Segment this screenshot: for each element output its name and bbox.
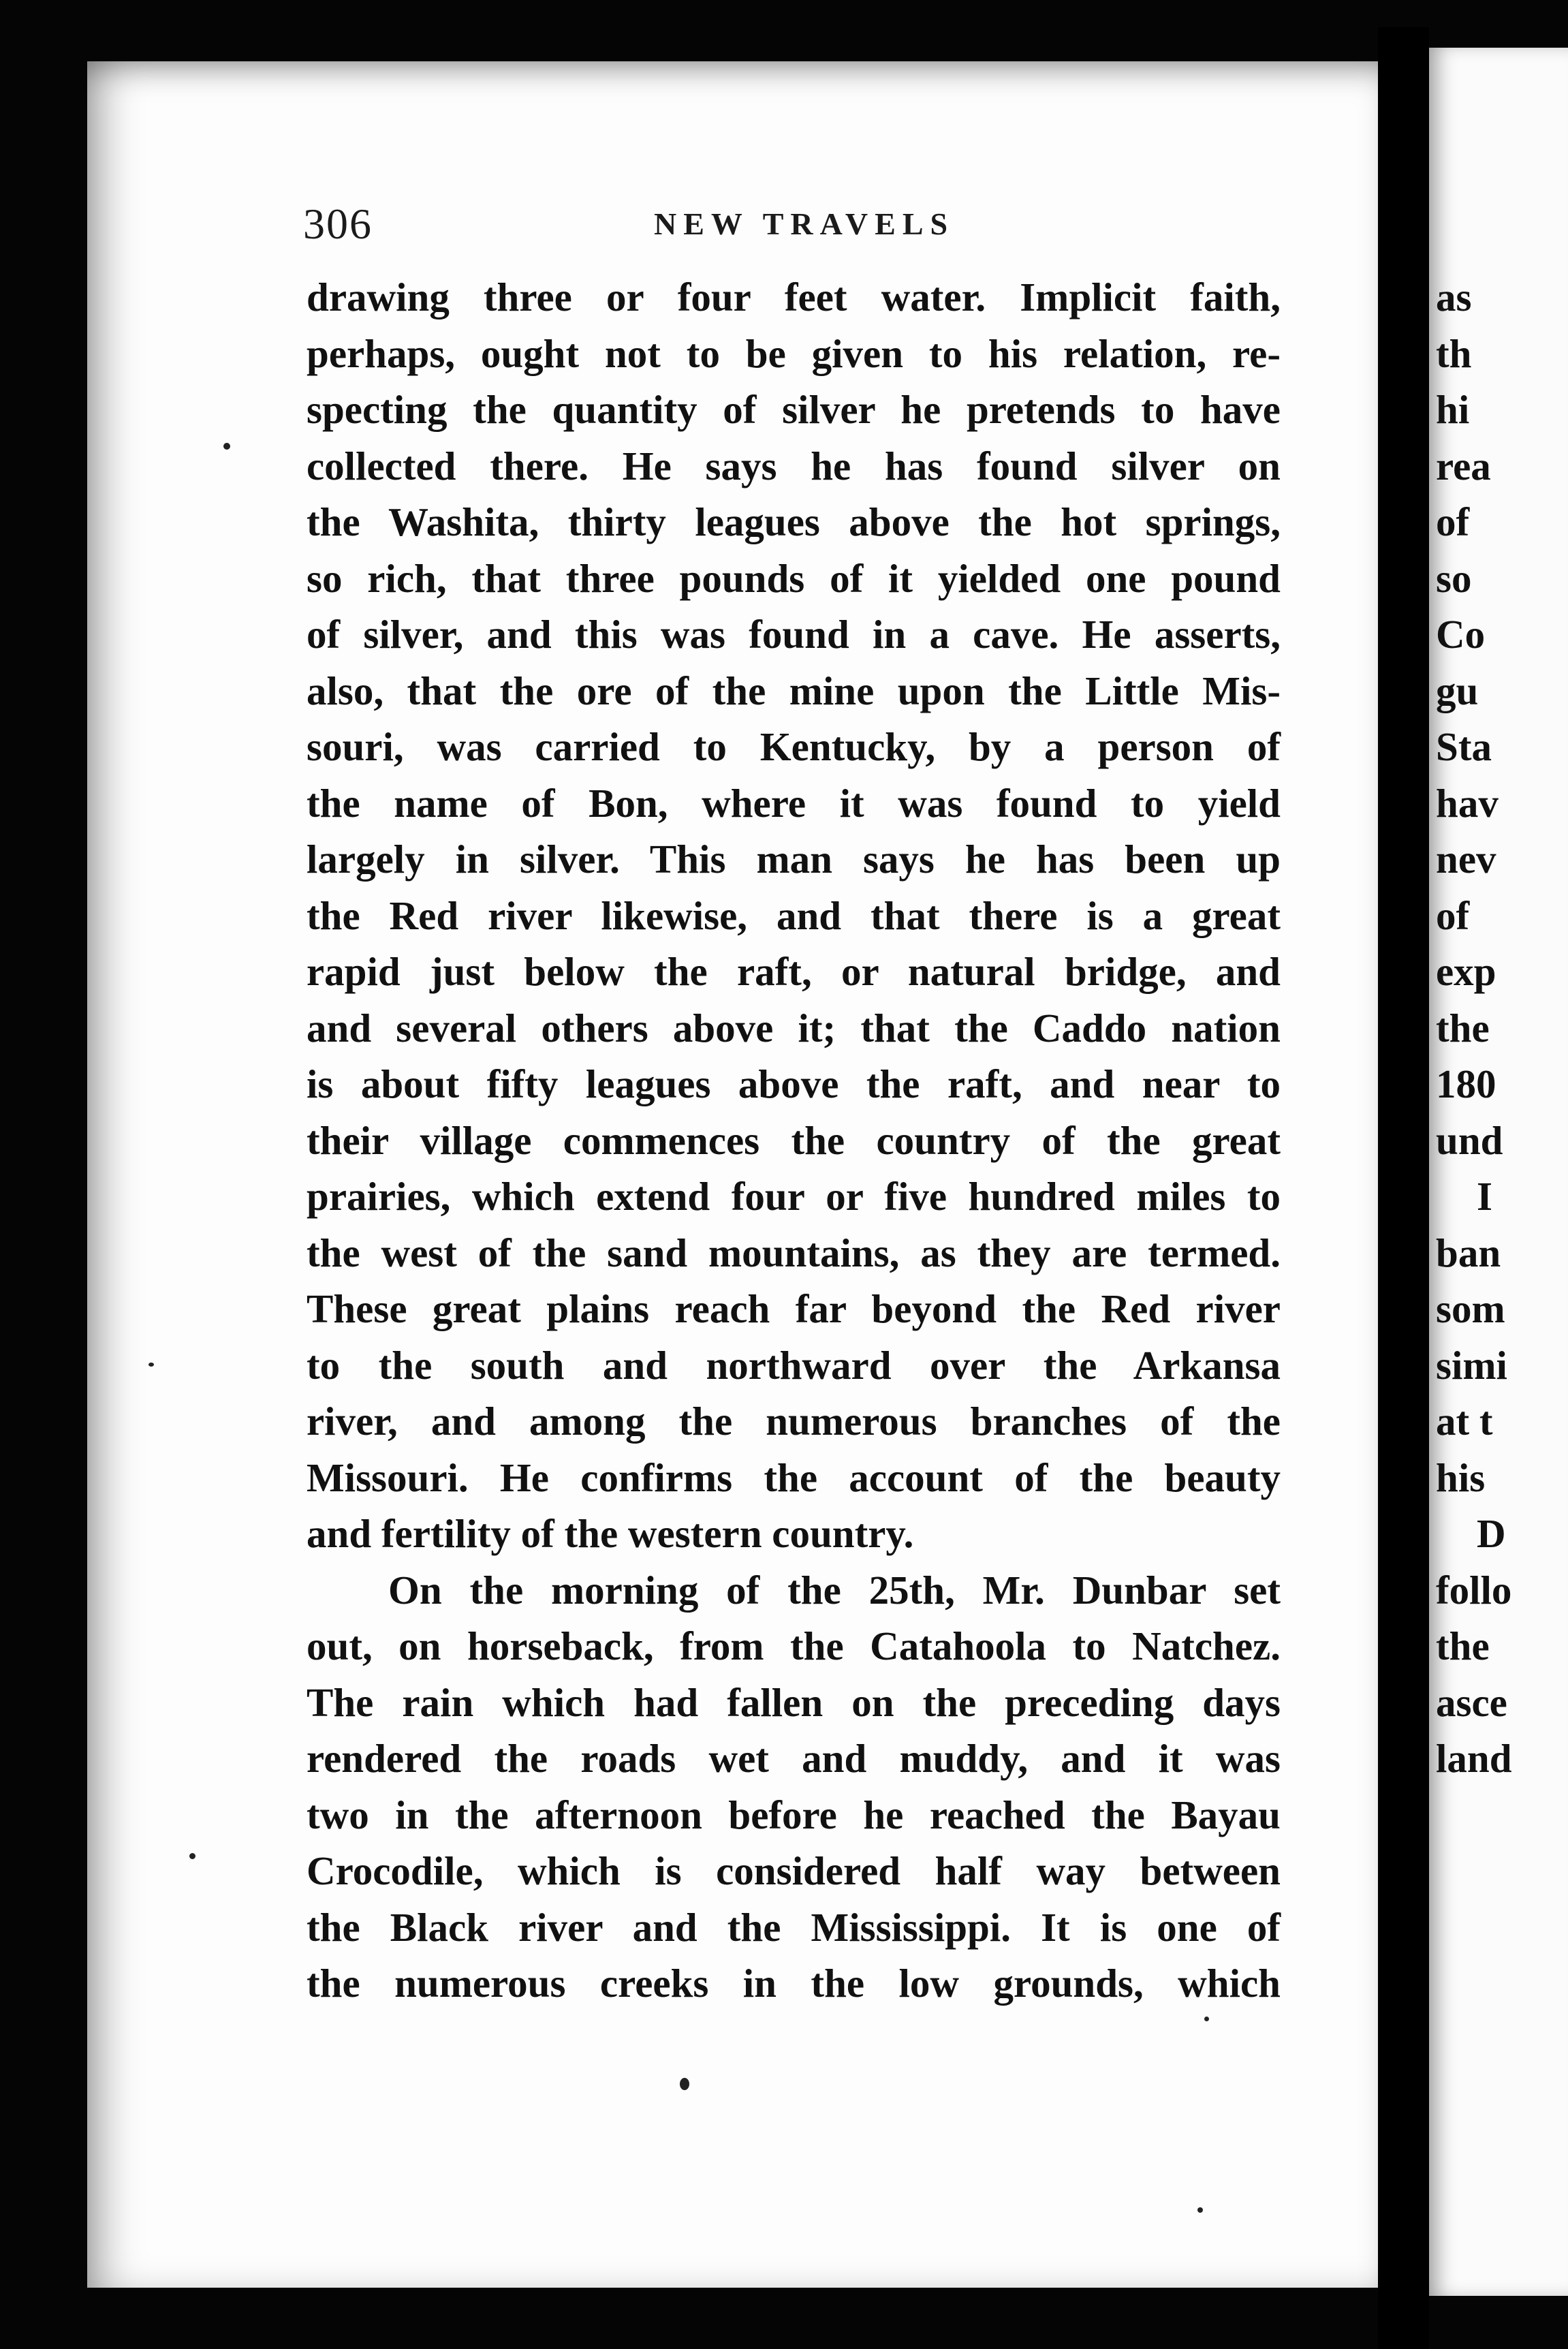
page-gutter [1378, 27, 1429, 2349]
text-line: so rich, that three pounds of it yielded one pound [307, 555, 1281, 601]
ink-speck [223, 443, 230, 450]
ink-speck [680, 2078, 689, 2090]
text-line: perhaps, ought not to be given to his relation, re- [307, 330, 1281, 376]
text-line: largely in silver. This man says he has been up [307, 837, 1281, 882]
fragment-line: 180 [1436, 1061, 1496, 1106]
page-number: 306 [303, 200, 373, 248]
running-head: NEW TRAVELS [654, 206, 955, 241]
paragraph-end-line: and fertility of the western country. [307, 1511, 914, 1556]
fragment-line: und [1436, 1117, 1503, 1163]
fragment-line: hav [1436, 780, 1499, 826]
text-line: also, that the ore of the mine upon the Little Mis- [307, 668, 1281, 713]
text-line: is about fifty leagues above the raft, and near to [307, 1061, 1281, 1106]
fragment-line: Co [1436, 612, 1486, 657]
ink-speck [189, 1853, 195, 1859]
fragment-line: follo [1436, 1567, 1512, 1613]
fragment-line: som [1436, 1286, 1505, 1331]
fragment-line: the [1436, 1623, 1490, 1668]
fragment-line: the [1436, 1005, 1490, 1051]
text-line: Missouri. He confirms the account of the beauty [307, 1454, 1281, 1500]
fragment-line: th [1436, 330, 1472, 376]
text-line: souri, was carried to Kentucky, by a person of [307, 724, 1281, 769]
ink-speck [1197, 2207, 1203, 2213]
text-line: rendered the roads wet and muddy, and it was [307, 1736, 1281, 1781]
text-line: These great plains reach far beyond the Red river [307, 1286, 1281, 1331]
ink-speck [1204, 2017, 1209, 2021]
text-line: the Washita, thirty leagues above the hot springs, [307, 499, 1281, 544]
text-line: drawing three or four feet water. Implicit faith, [307, 275, 1281, 320]
text-line: The rain which had fallen on the preceding days [307, 1679, 1281, 1725]
text-line: the name of Bon, where it was found to yield [307, 780, 1281, 826]
fragment-line: nev [1436, 837, 1496, 882]
text-line: the numerous creeks in the low grounds, which [307, 1961, 1281, 2006]
text-line: to the south and northward over the Arkansa [307, 1342, 1281, 1388]
text-line: the Black river and the Mississippi. It is one of [307, 1904, 1281, 1950]
fragment-line: so [1436, 555, 1472, 601]
fragment-line: of [1436, 892, 1470, 938]
ink-speck [148, 1363, 154, 1367]
fragment-line: rea [1436, 443, 1491, 488]
text-line: out, on horseback, from the Catahoola to Natchez. [307, 1623, 1281, 1668]
fragment-line: of [1436, 499, 1470, 544]
fragment-line: land [1436, 1736, 1512, 1781]
fragment-line: I [1477, 1174, 1492, 1219]
text-line: their village commences the country of the great [307, 1117, 1281, 1163]
text-line: river, and among the numerous branches of the [307, 1399, 1281, 1444]
text-line: Crocodile, which is considered half way between [307, 1848, 1281, 1893]
text-line: specting the quantity of silver he pretends to have [307, 387, 1281, 432]
text-line: and several others above it; that the Caddo nation [307, 1005, 1281, 1051]
fragment-line: ban [1436, 1230, 1501, 1275]
paragraph-start-line: On the morning of the 25th, Mr. Dunbar set [388, 1567, 1281, 1613]
page-header [303, 199, 1311, 247]
text-line: prairies, which extend four or five hundred miles to [307, 1174, 1281, 1219]
fragment-line: as [1436, 275, 1472, 320]
fragment-line: simi [1436, 1342, 1507, 1388]
text-line: the west of the sand mountains, as they are termed. [307, 1230, 1281, 1275]
text-line: rapid just below the raft, or natural bridge, and [307, 949, 1281, 994]
fragment-line: his [1436, 1454, 1486, 1500]
fragment-line: Sta [1436, 724, 1492, 769]
fragment-line: asce [1436, 1679, 1507, 1725]
fragment-line: hi [1436, 387, 1470, 432]
facing-page-text-fragments [1436, 269, 1568, 1787]
text-line: two in the afternoon before he reached the Bayau [307, 1792, 1281, 1837]
fragment-line: exp [1436, 949, 1496, 994]
fragment-line: gu [1436, 668, 1479, 713]
text-line: of silver, and this was found in a cave. He asserts, [307, 612, 1281, 657]
fragment-line: D [1477, 1511, 1506, 1556]
body-text [307, 269, 1281, 2012]
text-line: collected there. He says he has found silver on [307, 443, 1281, 488]
fragment-line: at t [1436, 1399, 1493, 1444]
text-line: the Red river likewise, and that there is a great [307, 892, 1281, 938]
